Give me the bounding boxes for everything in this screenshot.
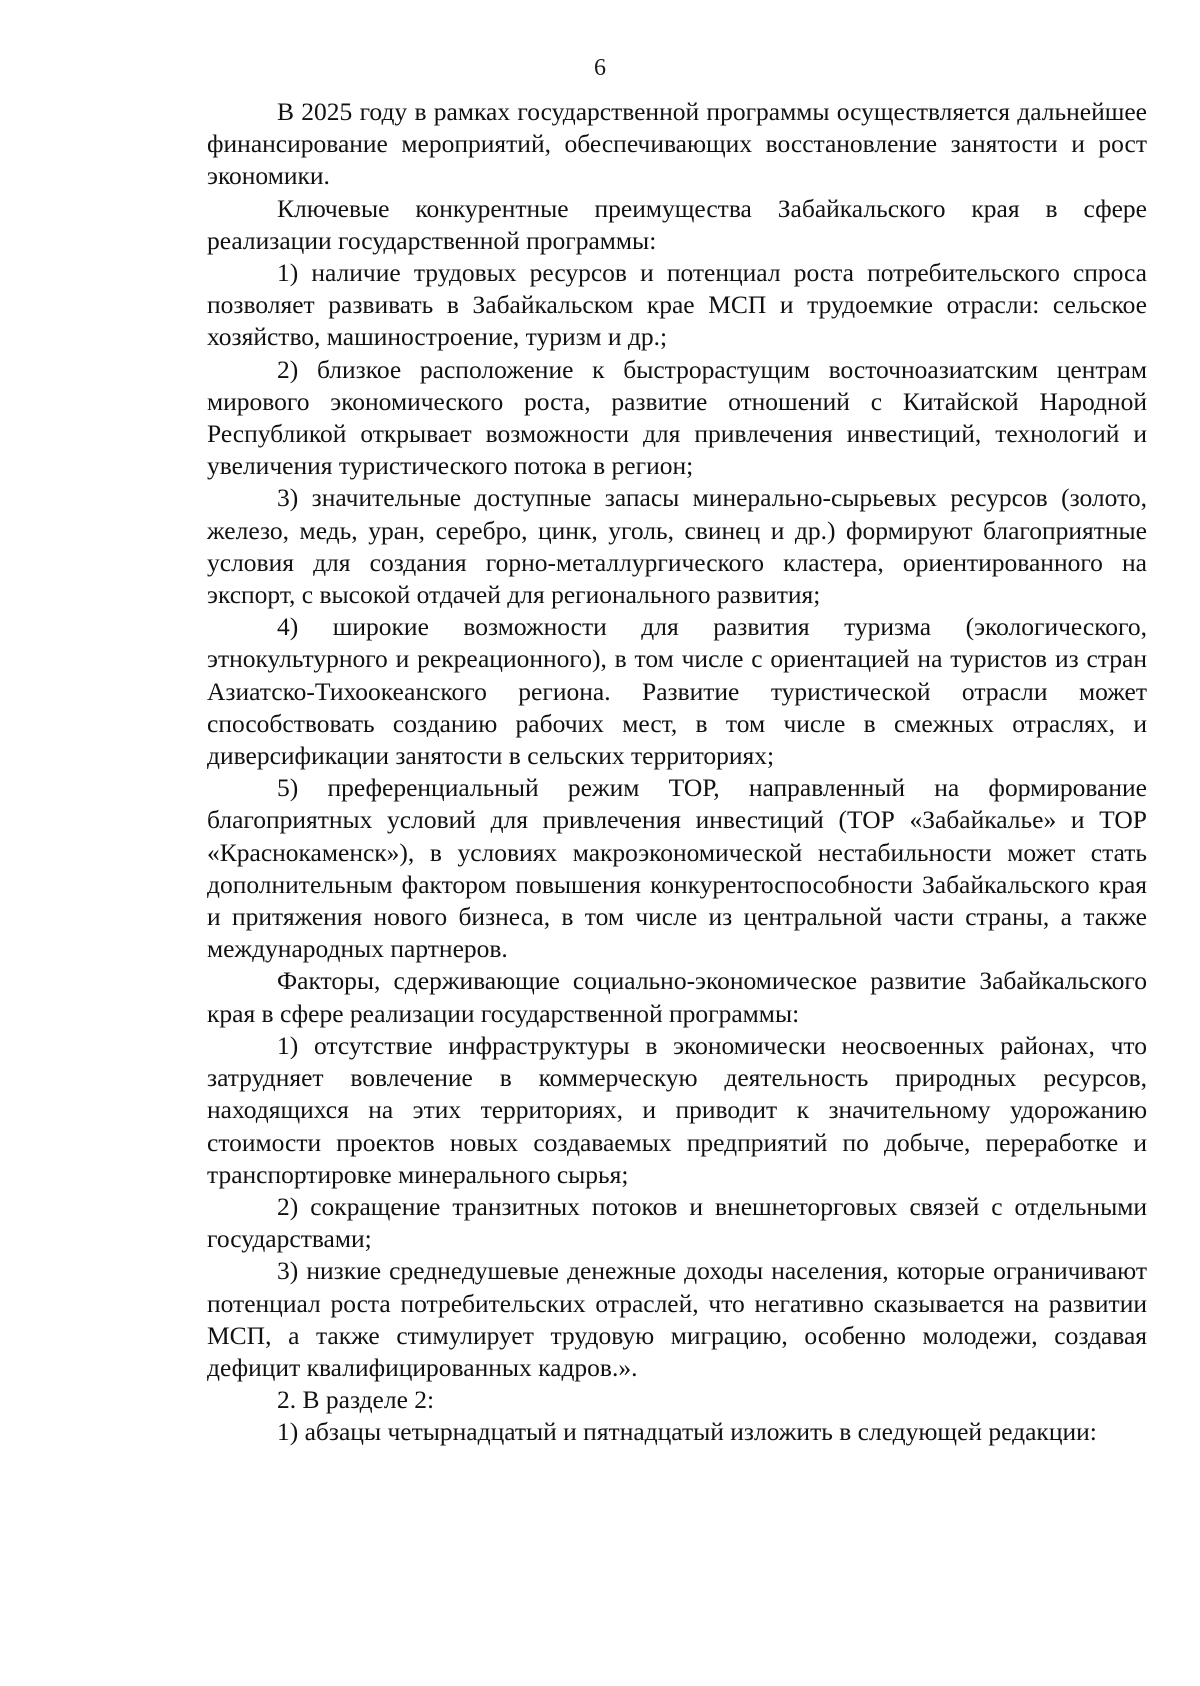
paragraph-advantages-heading: Ключевые конкурентные преимущества Забайкальского края в сфере реализации государственной программы: (207, 193, 1147, 255)
paragraph-advantage-5: 5) преференциальный режим ТОР, направленный на формирование благоприятных условий для привлечения инвестиций (ТОР «Забайкалье» и ТОР «Краснокаменск»), в условиях макроэкономической нестабильности может стать дополнительным фактором повышения конкурентоспособности Забайкальского края и притяжения нового бизнеса, в том числе из центральной части страны, а также международных партнеров. (207, 773, 1147, 964)
paragraph-advantage-1: 1) наличие трудовых ресурсов и потенциал роста потребительского спроса позволяет развивать в Забайкальском крае МСП и трудоемкие отрасли: сельское хозяйство, машиностроение, туризм и др.; (207, 258, 1147, 352)
paragraph-section-2-item-1: 1) абзацы четырнадцатый и пятнадцатый изложить в следующей редакции: (277, 1417, 1097, 1447)
paragraph-factor-3: 3) низкие среднедушевые денежные доходы населения, которые ограничивают потенциал роста потребительских отраслей, что негативно сказывается на развитии МСП, а также стимулирует трудовую миграцию, особенно молодежи, создавая дефицит квалифицированных кадров.». (207, 1256, 1147, 1382)
paragraph-advantage-2: 2) близкое расположение к быстрорастущим восточноазиатским центрам мирового экономического роста, развитие отношений с Китайской Народной Республикой открывает возможности для привлечения инвестиций, технологий и увеличения туристического потока в регион; (207, 354, 1147, 481)
paragraph-factor-1: 1) отсутствие инфраструктуры в экономически неосвоенных районах, что затрудняет вовлечение в коммерческую деятельность природных ресурсов, находящихся на этих территориях, и приводит к значительному удорожанию стоимости проектов новых создаваемых предприятий по добыче, переработке и транспортировке минерального сырья; (207, 1030, 1147, 1189)
paragraph-factor-2: 2) сокращение транзитных потоков и внешнеторговых связей с отдельными государствами; (207, 1191, 1147, 1254)
paragraph-section-2: 2. В разделе 2: (277, 1385, 435, 1415)
document-body (207, 96, 1147, 1449)
paragraph-advantage-3: 3) значительные доступные запасы минерально-сырьевых ресурсов (золото, железо, медь, уран, серебро, цинк, уголь, свинец и др.) формируют благоприятные условия для создания горно-металлургического кластера, ориентированного на экспорт, с высокой отдачей для регионального развития; (207, 483, 1147, 610)
paragraph-factors-heading: Факторы, сдерживающие социально-экономическое развитие Забайкальского края в сфере реализации государственной программы: (207, 966, 1147, 1028)
paragraph-intro: В 2025 году в рамках государственной программы осуществляется дальнейшее финансирование мероприятий, обеспечивающих восстановление занятости и рост экономики. (207, 97, 1147, 191)
paragraph-advantage-4: 4) широкие возможности для развития туризма (экологического, этнокультурного и рекреационного), в том числе с ориентацией на туристов из стран Азиатско-Тихоокеанского региона. Развитие туристической отрасли может способствовать созданию рабочих мест, в том числе в смежных отраслях, и диверсификации занятости в сельских территориях; (207, 612, 1147, 771)
page-number: 6 (594, 55, 606, 81)
